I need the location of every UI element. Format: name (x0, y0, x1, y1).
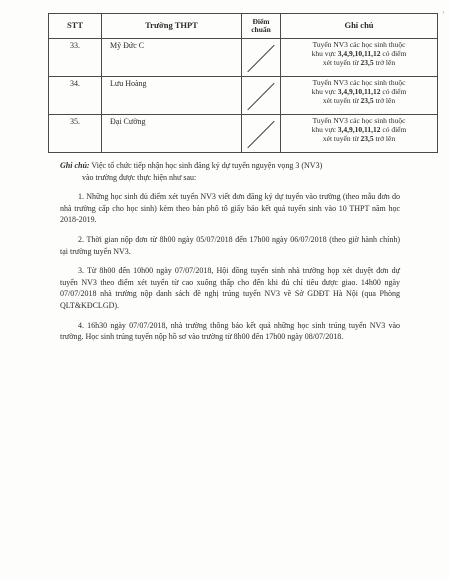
notes-intro-line-2: vào trường được thực hiện như sau: (82, 172, 197, 182)
header-note: Ghi chú (281, 14, 438, 39)
notes-label: Ghi chú: (60, 161, 90, 170)
note-score-label: có điểm (380, 49, 407, 58)
corner-mark: ' (442, 10, 444, 20)
notes-intro (60, 160, 400, 172)
row-stt: 35. (49, 115, 102, 153)
note-areas: 3,4,9,10,11,12 (337, 49, 381, 58)
row-school: Lưu Hoàng (102, 77, 242, 115)
table-row (49, 77, 438, 115)
row-note (281, 39, 438, 77)
note-threshold: 23,5 (360, 58, 374, 67)
note-threshold-suffix: trở lên (373, 58, 396, 67)
table-row (49, 115, 438, 153)
table-header-row (49, 14, 438, 39)
row-note (281, 115, 438, 153)
note-threshold-label: xét tuyển từ (322, 96, 361, 105)
header-stt: STT (49, 14, 102, 39)
note-score-label: có điểm (380, 125, 407, 134)
note-threshold-suffix: trở lên (373, 134, 396, 143)
notes-item-2: 2. Thời gian nộp đơn từ 8h00 ngày 05/07/2018 đến 17h00 ngày 06/07/2018 (theo giờ hành chính) tại trường tuyển NV3. (60, 234, 400, 256)
note-threshold-label: xét tuyển từ (322, 58, 361, 67)
row-school: Mỹ Đức C (102, 39, 242, 77)
note-area-label: khu vực (311, 49, 338, 58)
note-line-1: Tuyển NV3 các học sinh thuộc (312, 78, 406, 87)
diagonal-slash (242, 77, 280, 114)
note-threshold: 23,5 (360, 96, 374, 105)
diagonal-slash (242, 115, 280, 152)
note-line-1: Tuyển NV3 các học sinh thuộc (312, 116, 406, 125)
row-stt: 33. (49, 39, 102, 77)
notes-item-4: 4. 16h30 ngày 07/07/2018, nhà trường thông báo kết quả những học sinh trúng tuyển NV3 vào trường. Học sinh trúng tuyển nộp hồ sơ vào trường từ 8h00 đến 17h00 ngày 08/07/2018. (60, 320, 400, 342)
note-score-label: có điểm (380, 87, 407, 96)
note-areas: 3,4,9,10,11,12 (337, 125, 381, 134)
row-note (281, 77, 438, 115)
header-score: Điểm chuẩn (242, 14, 281, 39)
row-school: Đại Cường (102, 115, 242, 153)
score-empty-cell (242, 115, 281, 153)
admission-table (48, 13, 438, 153)
note-area-label: khu vực (311, 125, 338, 134)
note-area-label: khu vực (311, 87, 338, 96)
note-line-1: Tuyển NV3 các học sinh thuộc (312, 40, 406, 49)
notes-item-3: 3. Từ 8h00 đến 10h00 ngày 07/07/2018, Hội đồng tuyển sinh nhà trường họp xét duyệt đơn dự tuyển NV3 theo điểm xét tuyển từ cao xuống thấp cho đến khi đủ chỉ tiêu được giao. 14h00 ngày 07/07/2018 nhà trường nộp danh sách đề nghị trúng tuyển NV3 về Sở GDĐT Hà Nội (qua Phòng QLT&KĐCLGD). (60, 266, 400, 310)
note-threshold-suffix: trở lên (373, 96, 396, 105)
notes-intro-line-1: Việc tổ chức tiếp nhận học sinh đăng ký dự tuyển nguyện vọng 3 (NV3) (91, 161, 323, 170)
note-threshold: 23,5 (360, 134, 374, 143)
notes-section (60, 160, 400, 343)
table-row (49, 39, 438, 77)
score-empty-cell (242, 77, 281, 115)
row-stt: 34. (49, 77, 102, 115)
diagonal-slash (242, 39, 280, 76)
header-school: Trường THPT (102, 14, 242, 39)
score-empty-cell (242, 39, 281, 77)
note-threshold-label: xét tuyển từ (322, 134, 361, 143)
note-areas: 3,4,9,10,11,12 (337, 87, 381, 96)
notes-item-1: 1. Những học sinh đủ điểm xét tuyển NV3 viết đơn đăng ký dự tuyển vào trường (theo mẫu đơn do nhà trường cấp cho học sinh) kèm theo bản phô tô giấy báo kết quả tuyển sinh vào 10 THPT năm học 2018-2019. (60, 192, 400, 225)
